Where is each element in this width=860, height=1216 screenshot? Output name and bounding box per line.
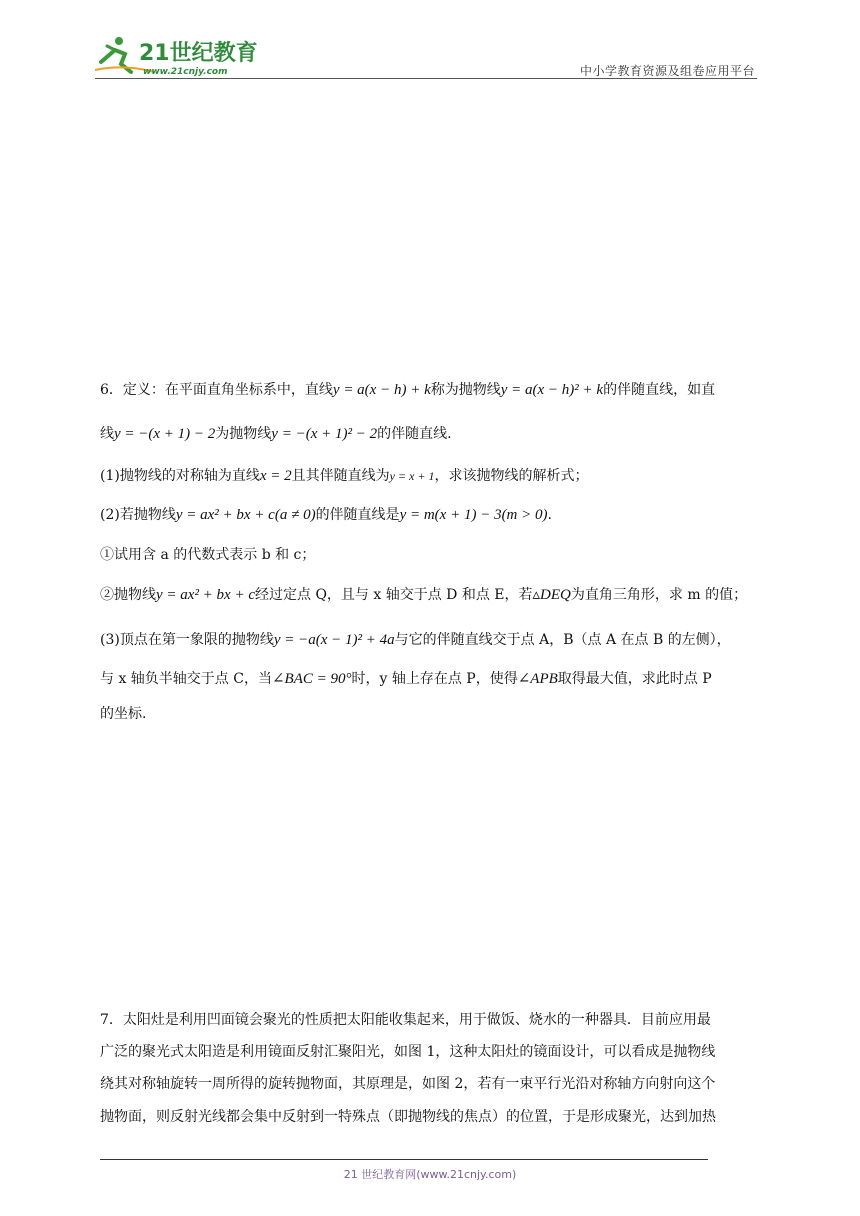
page-header (95, 30, 757, 80)
q6-line2: 线y = −(x + 1) − 2为抛物线y = −(x + 1)² − 2的伴随直线. (100, 426, 452, 442)
q6-line1: 6．定义：在平面直角坐标系中，直线y = a(x − h) + k称为抛物线y = a(x − h)² + k的伴随直线，如直 (100, 382, 716, 398)
q7-line2: 广泛的聚光式太阳造是利用镜面反射汇聚阳光，如图 1，这种太阳灶的镜面设计，可以看成是抛物线 (100, 1044, 716, 1060)
q6-part3-line3: 的坐标. (100, 706, 147, 722)
q6-part2-i: ①试用含 a 的代数式表示 b 和 c； (100, 547, 316, 563)
q7-line1: 7．太阳灶是利用凹面镜会聚光的性质把太阳能收集起来，用于做饭、烧水的一种器具．目前应用最 (100, 1012, 711, 1028)
q6-part1: (1)抛物线的对称轴为直线x = 2且其伴随直线为y = x + 1，求该抛物线的解析式； (100, 468, 589, 484)
q6-part2: (2)若抛物线y = ax² + bx + c(a ≠ 0)的伴随直线是y = m(x + 1) − 3(m > 0). (100, 507, 552, 523)
svg-text:21世纪教育: 21世纪教育 (139, 41, 258, 66)
header-divider (95, 78, 757, 79)
logo-21cnjy (95, 32, 265, 78)
q7-line3: 绕其对称轴旋转一周所得的旋转抛物面，其原理是，如图 2，若有一束平行光沿对称轴方向射向这个 (100, 1076, 716, 1092)
footer-text: 21 世纪教育网(www.21cnjy.com) (343, 1168, 517, 1181)
platform-name: 中小学教育资源及组卷应用平台 (579, 64, 755, 78)
q6-part3-line1: (3)顶点在第一象限的抛物线y = −a(x − 1)² + 4a与它的伴随直线交于点 A，B（点 A 在点 B 的左侧）， (100, 632, 731, 648)
footer-divider (100, 1159, 708, 1160)
svg-text:www.21cnjy.com: www.21cnjy.com (143, 67, 228, 77)
q7-line4: 抛物面，则反射光线都会集中反射到一特殊点（即抛物线的焦点）的位置，于是形成聚光，达到加热 (100, 1109, 716, 1125)
q6-part2-ii: ②抛物线y = ax² + bx + c经过定点 Q，且与 x 轴交于点 D 和点 E，若▵DEQ为直角三角形，求 m 的值； (100, 587, 748, 603)
q6-part3-line2: 与 x 轴负半轴交于点 C，当∠BAC = 90°时，y 轴上存在点 P，使得∠APB取得最大值，求此时点 P (100, 671, 712, 687)
